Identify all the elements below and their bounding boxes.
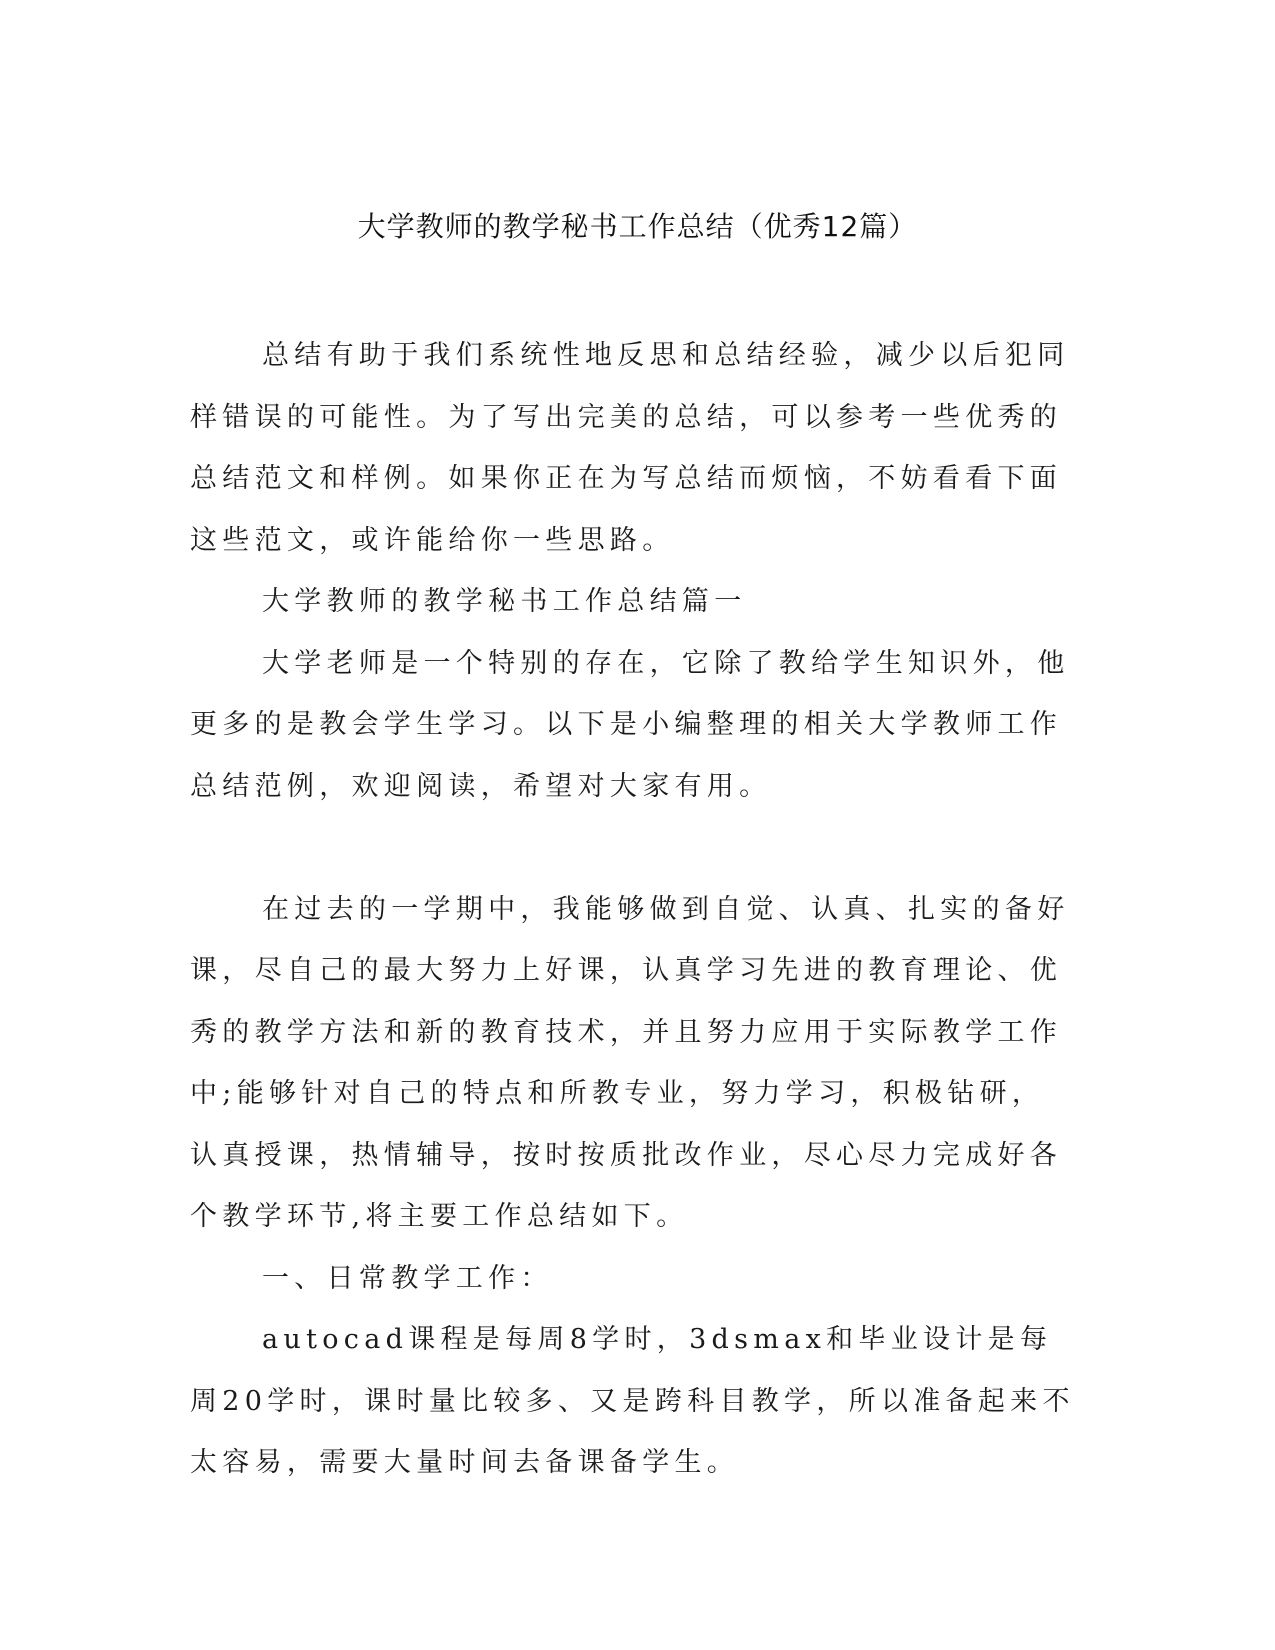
blank-line [190,817,1075,879]
body-paragraph: 大学老师是一个特别的存在，它除了教给学生知识外，他更多的是教会学生学习。以下是小编整理的相关大学教师工作总结范例，欢迎阅读，希望对大家有用。 [190,647,1070,802]
section-heading: 大学教师的教学秘书工作总结篇一 [262,586,747,617]
body-paragraph: autocad课程是每周8学时，3dsmax和毕业设计是每周20学时，课时量比较多、又是跨科目教学，所以准备起来不太容易，需要大量时间去备课备学生。 [190,1324,1075,1478]
subsection-heading: 一、日常教学工作： [262,1262,553,1294]
body-paragraph: 在过去的一学期中，我能够做到自觉、认真、扎实的备好课，尽自己的最大努力上好课，认真学习先进的教育理论、优秀的教学方法和新的教育技术，并且努力应用于实际教学工作中;能够针对自己的特点和所教专业，努力学习，积极钻研，认真授课，热情辅导，按时按质批改作业，尽心尽力完成好各个教学环节,将主要工作总结如下。 [190,893,1070,1232]
document-title: 大学教师的教学秘书工作总结（优秀12篇） [357,210,918,243]
intro-paragraph: 总结有助于我们系统性地反思和总结经验，减少以后犯同样错误的可能性。为了写出完美的总结，可以参考一些优秀的总结范文和样例。如果你正在为写总结而烦恼，不妨看看下面这些范文，或许能给你一些思路。 [190,340,1070,556]
document-body [190,325,1075,1494]
